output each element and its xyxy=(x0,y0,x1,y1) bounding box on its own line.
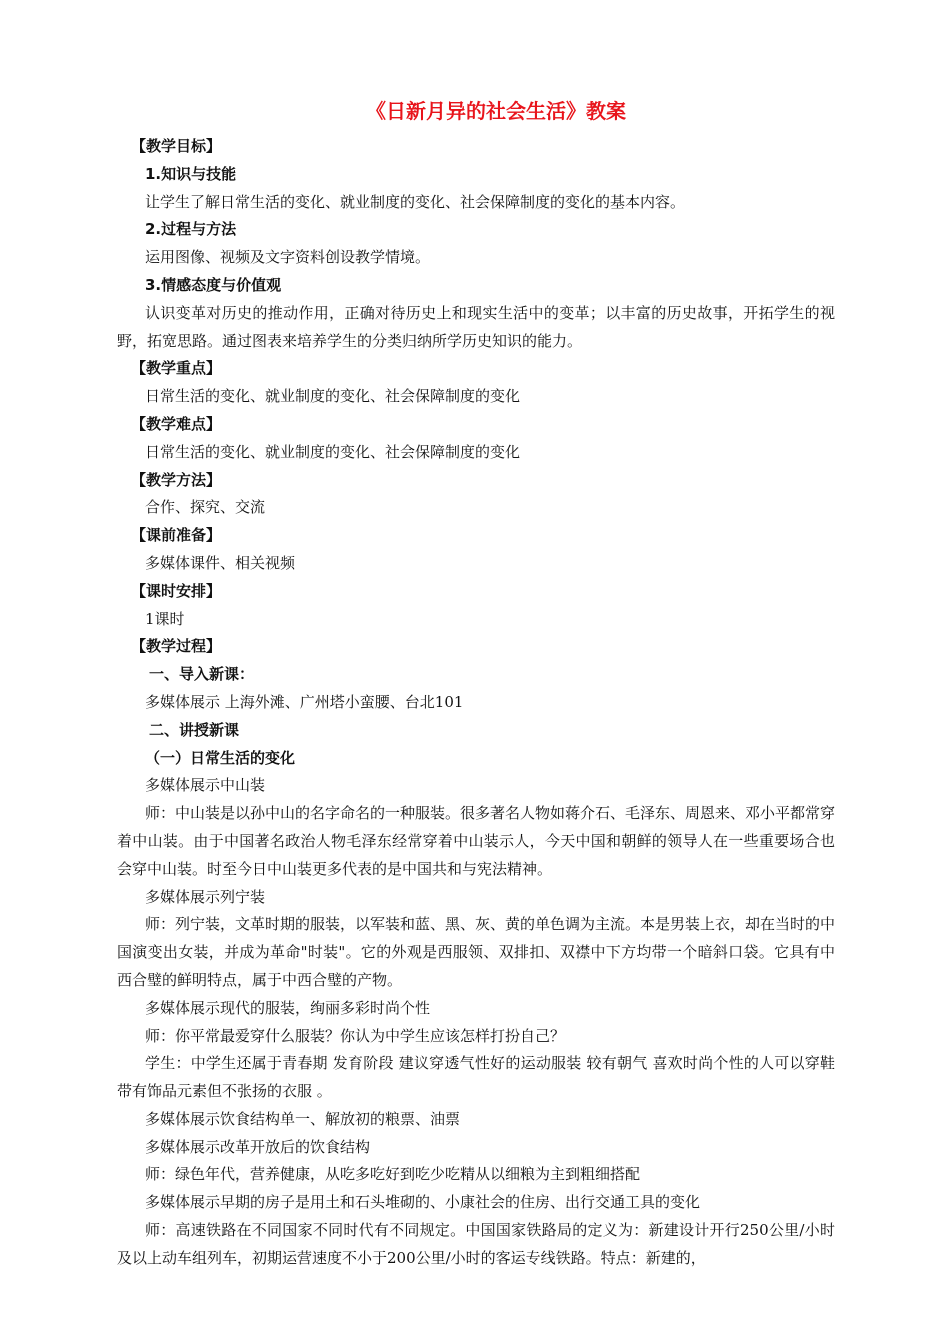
paragraph: 多媒体展示列宁装 xyxy=(145,887,266,906)
step-2-heading: 二、讲授新课 xyxy=(149,720,240,739)
paragraph: 师：高速铁路在不同国家不同时代有不同规定。中国国家铁路局的定义为：新建设计开行250公里/小时及以上动车组列车，初期运营速度不小于200公里/小时的客运专线铁路。特点：新建的， xyxy=(117,1221,835,1267)
step-1-text: 多媒体展示 上海外滩、广州塔小蛮腰、台北101 xyxy=(145,692,464,711)
key-points-heading: 【教学重点】 xyxy=(131,359,222,378)
paragraph: 多媒体展示改革开放后的饮食结构 xyxy=(145,1137,371,1156)
schedule-text: 1课时 xyxy=(145,609,185,628)
preparation-text: 多媒体课件、相关视频 xyxy=(145,553,296,572)
method-heading: 【教学方法】 xyxy=(131,470,222,489)
difficult-points-heading: 【教学难点】 xyxy=(131,414,222,433)
process-heading: 【教学过程】 xyxy=(131,637,222,656)
objective-2-text: 运用图像、视频及文字资料创设教学情境。 xyxy=(145,248,431,267)
objective-1-text: 让学生了解日常生活的变化、就业制度的变化、社会保障制度的变化的基本内容。 xyxy=(145,192,686,211)
document-title: 《日新月异的社会生活》教案 xyxy=(366,99,626,123)
preparation-heading: 【课前准备】 xyxy=(131,526,222,545)
paragraph: 多媒体展示早期的房子是用土和石头堆砌的、小康社会的住房、出行交通工具的变化 xyxy=(145,1193,701,1212)
objectives-heading: 【教学目标】 xyxy=(131,137,222,155)
key-points-text: 日常生活的变化、就业制度的变化、社会保障制度的变化 xyxy=(145,387,521,406)
paragraph: 多媒体展示中山装 xyxy=(145,776,266,795)
paragraph: 师：你平常最爱穿什么服装？你认为中学生应该怎样打扮自己？ xyxy=(145,1026,566,1045)
paragraph: 多媒体展示现代的服装，绚丽多彩时尚个性 xyxy=(145,998,431,1017)
step-1-heading: 一、导入新课： xyxy=(149,665,255,684)
difficult-points-text: 日常生活的变化、就业制度的变化、社会保障制度的变化 xyxy=(145,442,521,461)
paragraph: 师：绿色年代，营养健康，从吃多吃好到吃少吃精从以细粮为主到粗细搭配 xyxy=(145,1165,641,1184)
method-text: 合作、探究、交流 xyxy=(145,498,266,517)
schedule-heading: 【课时安排】 xyxy=(131,581,222,600)
paragraph: 学生：中学生还属于青春期 发育阶段 建议穿透气性好的运动服装 较有朝气 喜欢时尚个性的人可以穿鞋带有饰品元素但不张扬的衣服 。 xyxy=(117,1054,835,1101)
objective-1-heading: 1.知识与技能 xyxy=(145,164,237,183)
paragraph: 师：列宁装，文革时期的服装，以军装和蓝、黑、灰、黄的单色调为主流。本是男装上衣，却在当时的中国演变出女装，并成为革命"时装"。它的外观是西服领、双排扣、双襟中下方均带一个暗斜口袋。它具有中西合璧的鲜明特点，属于中西合璧的产物。 xyxy=(117,915,836,989)
document-page xyxy=(117,94,835,1273)
objective-3-text: 认识变革对历史的推动作用，正确对待历史上和现实生活中的变革；以丰富的历史故事，开拓学生的视野，拓宽思路。通过图表来培养学生的分类归纳所学历史知识的能力。 xyxy=(117,303,835,350)
paragraph: 师：中山装是以孙中山的名字命名的一种服装。很多著名人物如蒋介石、毛泽东、周恩来、邓小平都常穿着中山装。由于中国著名政治人物毛泽东经常穿着中山装示人，今天中国和朝鲜的领导人在一些重要场合也会穿中山装。时至今日中山装更多代表的是中国共和与宪法精神。 xyxy=(117,804,836,878)
part-1-heading: （一）日常生活的变化 xyxy=(145,748,296,767)
objective-2-heading: 2.过程与方法 xyxy=(145,220,237,239)
objective-3-heading: 3.情感态度与价值观 xyxy=(145,275,282,294)
paragraph: 多媒体展示饮食结构单一、解放初的粮票、油票 xyxy=(145,1109,461,1128)
